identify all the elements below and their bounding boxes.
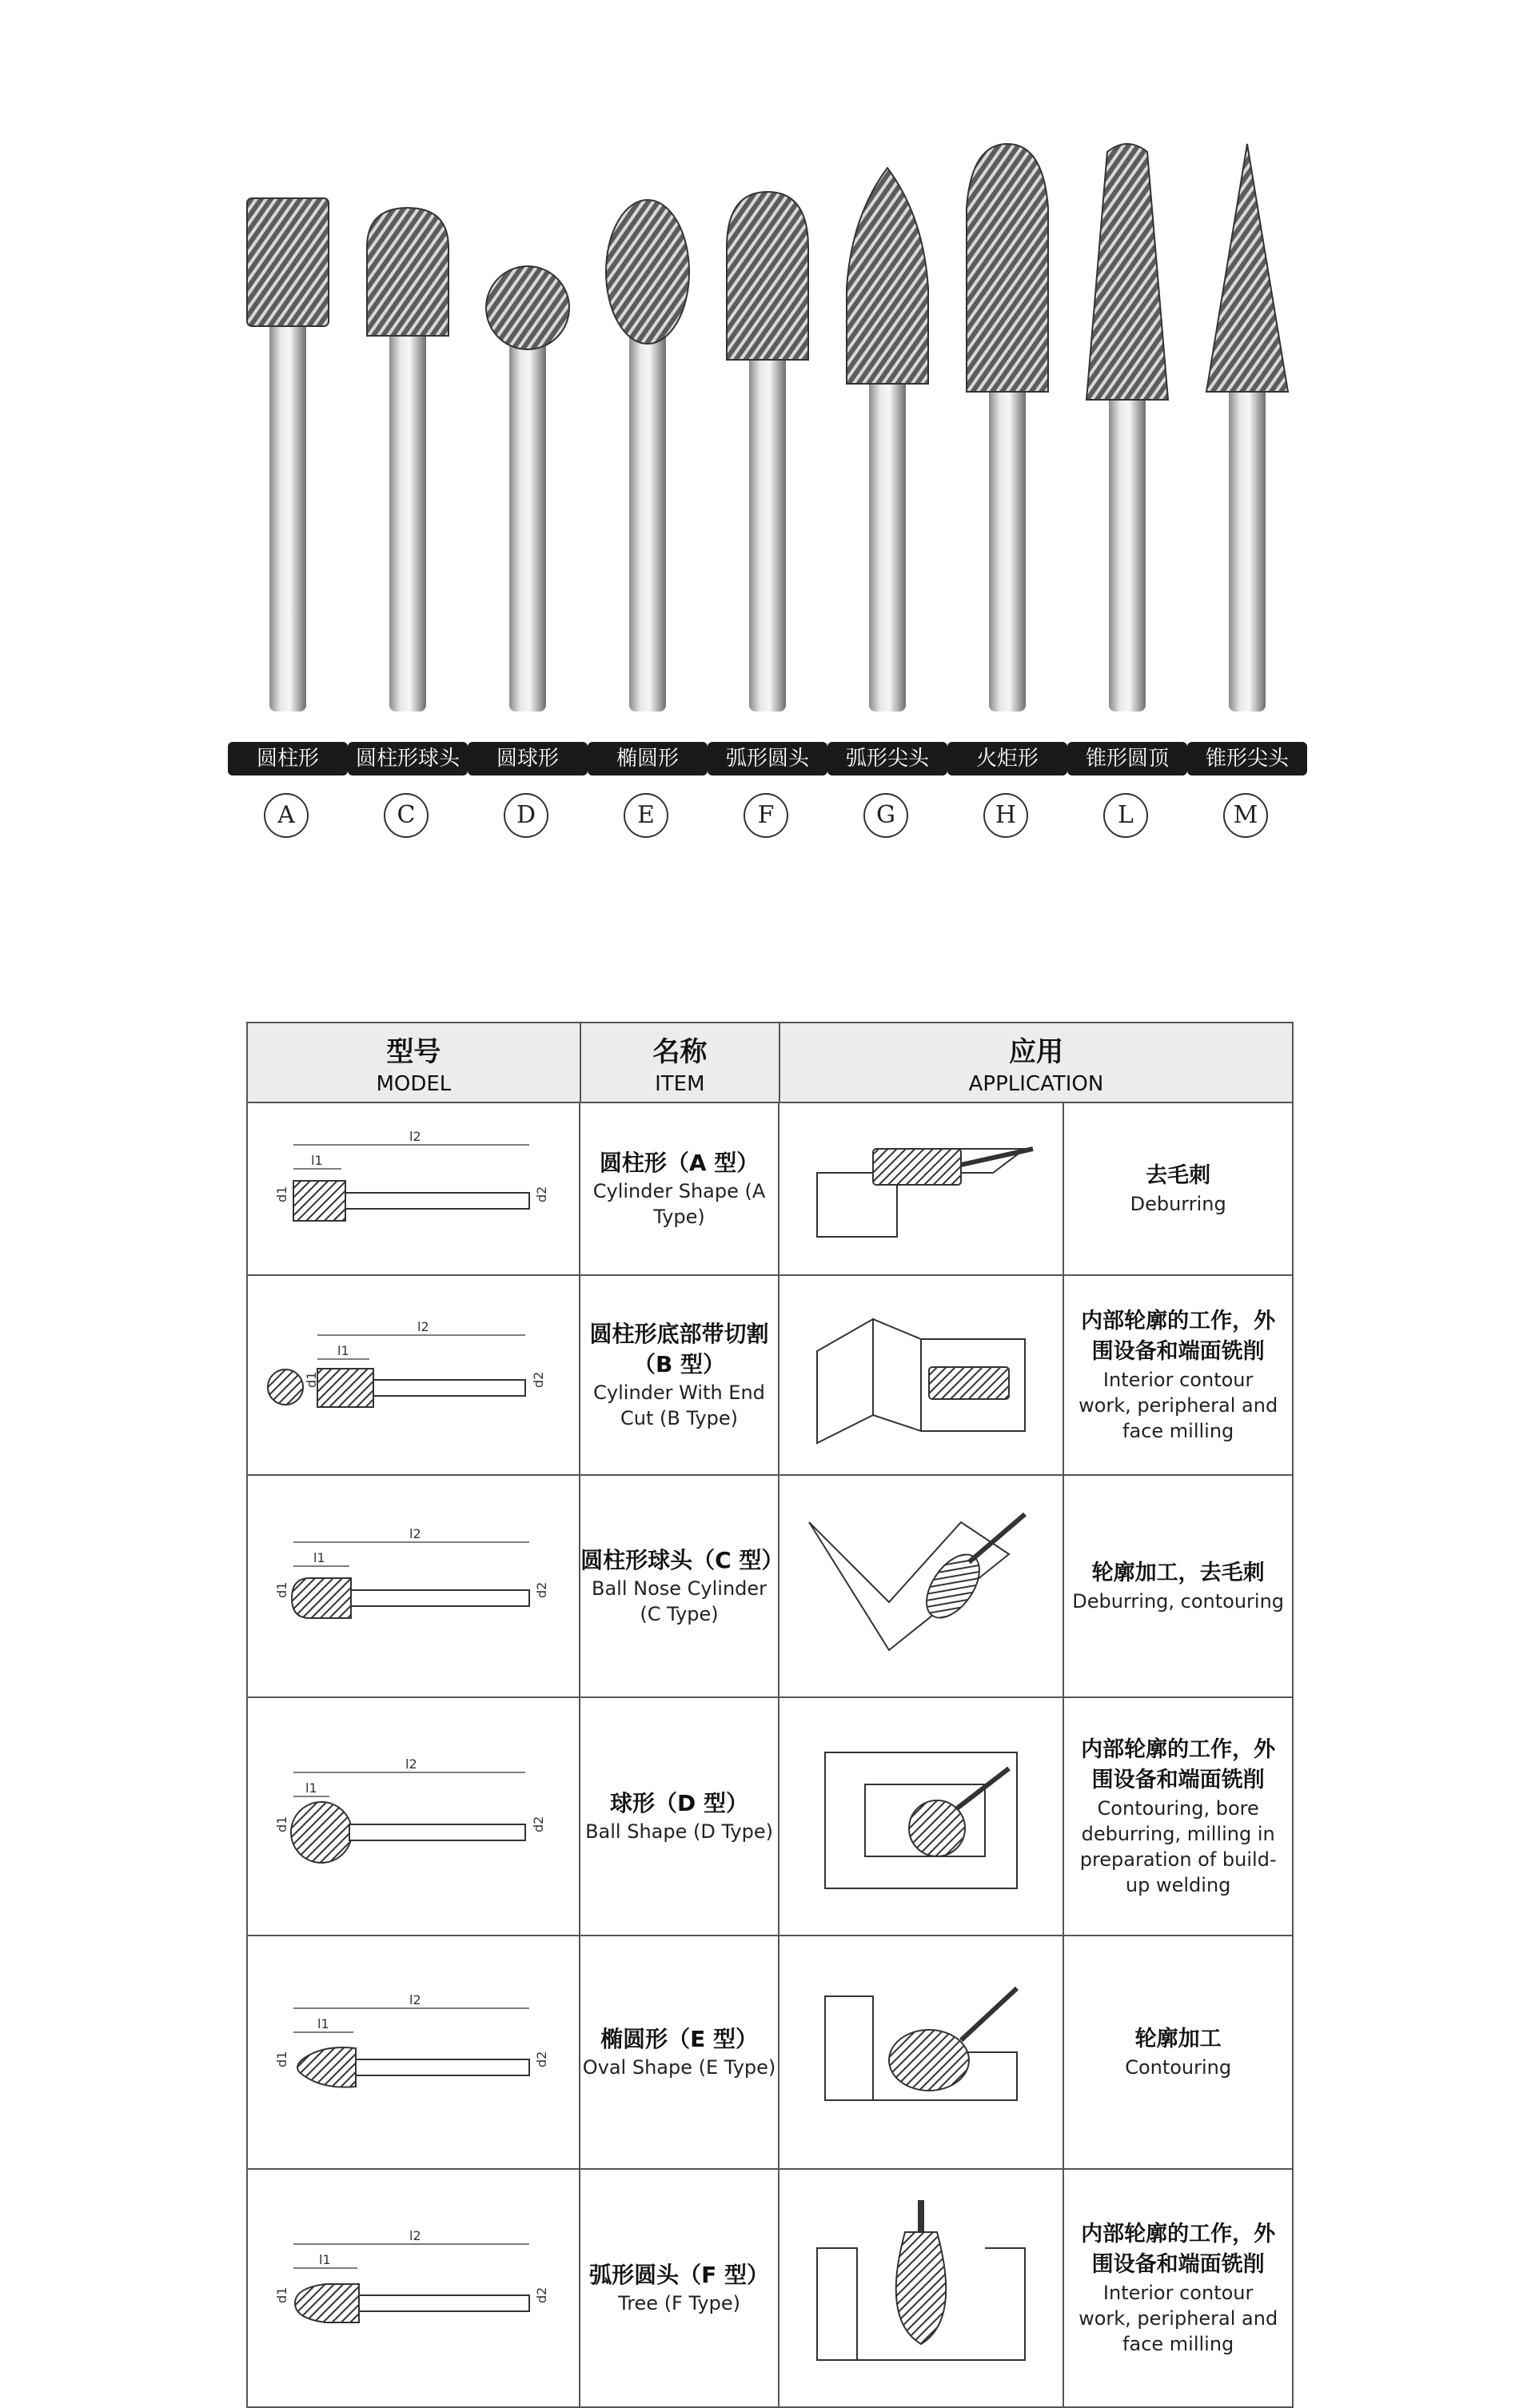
item-name-zh: 弧形圆头（F 型） bbox=[589, 2262, 769, 2288]
burr-label: 圆柱形 bbox=[228, 742, 348, 775]
application-zh: 轮廓加工，去毛刺 bbox=[1091, 1561, 1265, 1585]
dim-label: l1 bbox=[305, 1780, 317, 1796]
item-name-en: Ball Shape (D Type) bbox=[585, 1820, 773, 1843]
application-zh: 内部轮廓的工作，外围设备和端面铣削 bbox=[1081, 2222, 1276, 2277]
dim-label: l2 bbox=[405, 1756, 417, 1772]
burr-label: 火炬形 bbox=[947, 742, 1067, 775]
dimension-drawing bbox=[261, 2220, 565, 2356]
burr-letter: E bbox=[624, 793, 668, 838]
item-name-zh: 圆柱形（A 型） bbox=[599, 1150, 760, 1176]
burr-letter: G bbox=[863, 793, 908, 838]
burr-f bbox=[716, 128, 819, 847]
dim-label: d2 bbox=[534, 2051, 550, 2067]
application-illustration bbox=[779, 2170, 1064, 2406]
application-illustration bbox=[779, 1276, 1064, 1474]
burr-label: 锥形圆顶 bbox=[1067, 742, 1187, 775]
header-zh: 应用 bbox=[1008, 1035, 1063, 1068]
dim-label: l2 bbox=[409, 1129, 421, 1144]
table-row bbox=[248, 1698, 1292, 1936]
model-diagram bbox=[248, 1936, 580, 2168]
burr-l bbox=[1075, 128, 1179, 847]
dim-label: d1 bbox=[274, 1581, 290, 1598]
model-diagram bbox=[248, 1103, 580, 1274]
dimension-drawing bbox=[261, 1129, 565, 1249]
application-cell bbox=[1064, 2170, 1292, 2406]
dimension-drawing bbox=[261, 1311, 565, 1439]
application-cell bbox=[1064, 1698, 1292, 1935]
dim-label: l1 bbox=[317, 2016, 329, 2031]
dim-label: d2 bbox=[534, 1581, 550, 1598]
item-cell bbox=[580, 1698, 779, 1935]
dim-label: d1 bbox=[274, 2051, 290, 2067]
burr-label: 弧形圆头 bbox=[708, 742, 827, 775]
item-name-en: Oval Shape (E Type) bbox=[582, 2056, 776, 2079]
dim-label: l2 bbox=[409, 1992, 421, 2007]
burr-d bbox=[476, 128, 580, 847]
dim-label: d1 bbox=[274, 1816, 290, 1832]
item-name-en: Ball Nose Cylinder (C Type) bbox=[592, 1577, 768, 1625]
table-row bbox=[248, 1103, 1292, 1276]
burr-g bbox=[835, 128, 939, 847]
application-illustration bbox=[779, 1476, 1064, 1696]
header-model bbox=[248, 1023, 581, 1102]
model-diagram bbox=[248, 1276, 580, 1474]
burr-e bbox=[596, 128, 700, 847]
dimension-drawing bbox=[261, 1748, 565, 1884]
table-row bbox=[248, 1936, 1292, 2170]
item-cell bbox=[580, 1476, 784, 1696]
burr-label: 椭圆形 bbox=[588, 742, 708, 775]
dim-label: l1 bbox=[313, 1550, 325, 1565]
item-cell bbox=[580, 2170, 779, 2406]
burr-letter: F bbox=[744, 793, 788, 838]
dim-label: l1 bbox=[311, 1153, 323, 1168]
burr-letter: C bbox=[384, 793, 429, 838]
item-cell bbox=[580, 1103, 779, 1274]
burr-letter: D bbox=[504, 793, 548, 838]
application-illustration bbox=[779, 1936, 1064, 2168]
dimension-drawing bbox=[261, 1984, 565, 2120]
application-cell bbox=[1064, 1103, 1292, 1274]
burr-a bbox=[236, 128, 340, 847]
item-cell bbox=[580, 1936, 779, 2168]
application-cell bbox=[1064, 1476, 1292, 1696]
header-item bbox=[581, 1023, 780, 1102]
dim-label: l1 bbox=[319, 2252, 331, 2267]
header-application bbox=[780, 1023, 1292, 1102]
application-zh: 轮廓加工 bbox=[1134, 2027, 1222, 2051]
header-zh: 名称 bbox=[652, 1035, 708, 1068]
table-row bbox=[248, 1476, 1292, 1698]
application-cell bbox=[1064, 1936, 1292, 2168]
burr-h bbox=[955, 128, 1059, 847]
burr-label: 圆球形 bbox=[468, 742, 588, 775]
dim-label: d2 bbox=[531, 1816, 547, 1832]
burr-letter: A bbox=[264, 793, 309, 838]
spec-table bbox=[246, 1022, 1294, 2408]
dimension-drawing bbox=[261, 1522, 565, 1650]
dim-label: l1 bbox=[337, 1343, 349, 1358]
application-en: Contouring, bore deburring, milling in preparation of build-up welding bbox=[1079, 1797, 1277, 1896]
item-name-zh: 球形（D 型） bbox=[610, 1790, 749, 1816]
item-name-en: Tree (F Type) bbox=[618, 2292, 740, 2314]
application-zh: 内部轮廓的工作，外围设备和端面铣削 bbox=[1081, 1309, 1276, 1364]
header-en: MODEL bbox=[376, 1071, 452, 1096]
item-name-zh: 椭圆形（E 型） bbox=[600, 2026, 758, 2052]
application-zh: 内部轮廓的工作，外围设备和端面铣削 bbox=[1081, 1737, 1276, 1792]
dim-label: d2 bbox=[531, 1371, 547, 1388]
application-en: Deburring bbox=[1130, 1193, 1226, 1215]
burr-m bbox=[1195, 128, 1299, 847]
dim-label: l2 bbox=[409, 1526, 421, 1541]
dim-label: l2 bbox=[417, 1319, 429, 1334]
table-header bbox=[248, 1023, 1292, 1103]
burr-c bbox=[356, 128, 460, 847]
item-name-en: Cylinder With End Cut (B Type) bbox=[593, 1381, 765, 1429]
application-illustration bbox=[779, 1103, 1064, 1274]
item-name-zh: 圆柱形球头（C 型） bbox=[580, 1547, 784, 1573]
application-cell bbox=[1064, 1276, 1292, 1474]
model-diagram bbox=[248, 1476, 580, 1696]
header-en: APPLICATION bbox=[968, 1071, 1104, 1096]
model-diagram bbox=[248, 1698, 580, 1935]
application-en: Interior contour work, peripheral and face milling bbox=[1078, 2282, 1278, 2355]
model-diagram bbox=[248, 2170, 580, 2406]
header-en: ITEM bbox=[655, 1071, 705, 1096]
header-zh: 型号 bbox=[386, 1035, 441, 1068]
application-en: Interior contour work, peripheral and face milling bbox=[1078, 1369, 1278, 1442]
table-row bbox=[248, 2170, 1292, 2406]
dim-label: d2 bbox=[534, 1186, 550, 1202]
dim-label: d1 bbox=[274, 2286, 290, 2303]
burr-label: 锥形尖头 bbox=[1187, 742, 1307, 775]
dim-label: d1 bbox=[274, 1186, 290, 1202]
application-en: Deburring, contouring bbox=[1072, 1590, 1285, 1613]
dim-label: d1 bbox=[304, 1371, 320, 1388]
application-illustration bbox=[779, 1698, 1064, 1935]
burr-letter: H bbox=[983, 793, 1028, 838]
item-name-en: Cylinder Shape (A Type) bbox=[592, 1180, 766, 1228]
dim-label: l2 bbox=[409, 2228, 421, 2243]
burr-label: 圆柱形球头 bbox=[348, 742, 468, 775]
item-name-zh: 圆柱形底部带切割（B 型） bbox=[589, 1321, 769, 1377]
item-cell bbox=[580, 1276, 779, 1474]
burr-label: 弧形尖头 bbox=[827, 742, 947, 775]
application-en: Contouring bbox=[1125, 2056, 1232, 2079]
application-zh: 去毛刺 bbox=[1146, 1163, 1211, 1188]
dim-label: d2 bbox=[534, 2286, 550, 2303]
burr-letter: L bbox=[1103, 793, 1148, 838]
burr-letter: M bbox=[1223, 793, 1268, 838]
table-row bbox=[248, 1276, 1292, 1476]
burr-gallery bbox=[0, 0, 1535, 895]
